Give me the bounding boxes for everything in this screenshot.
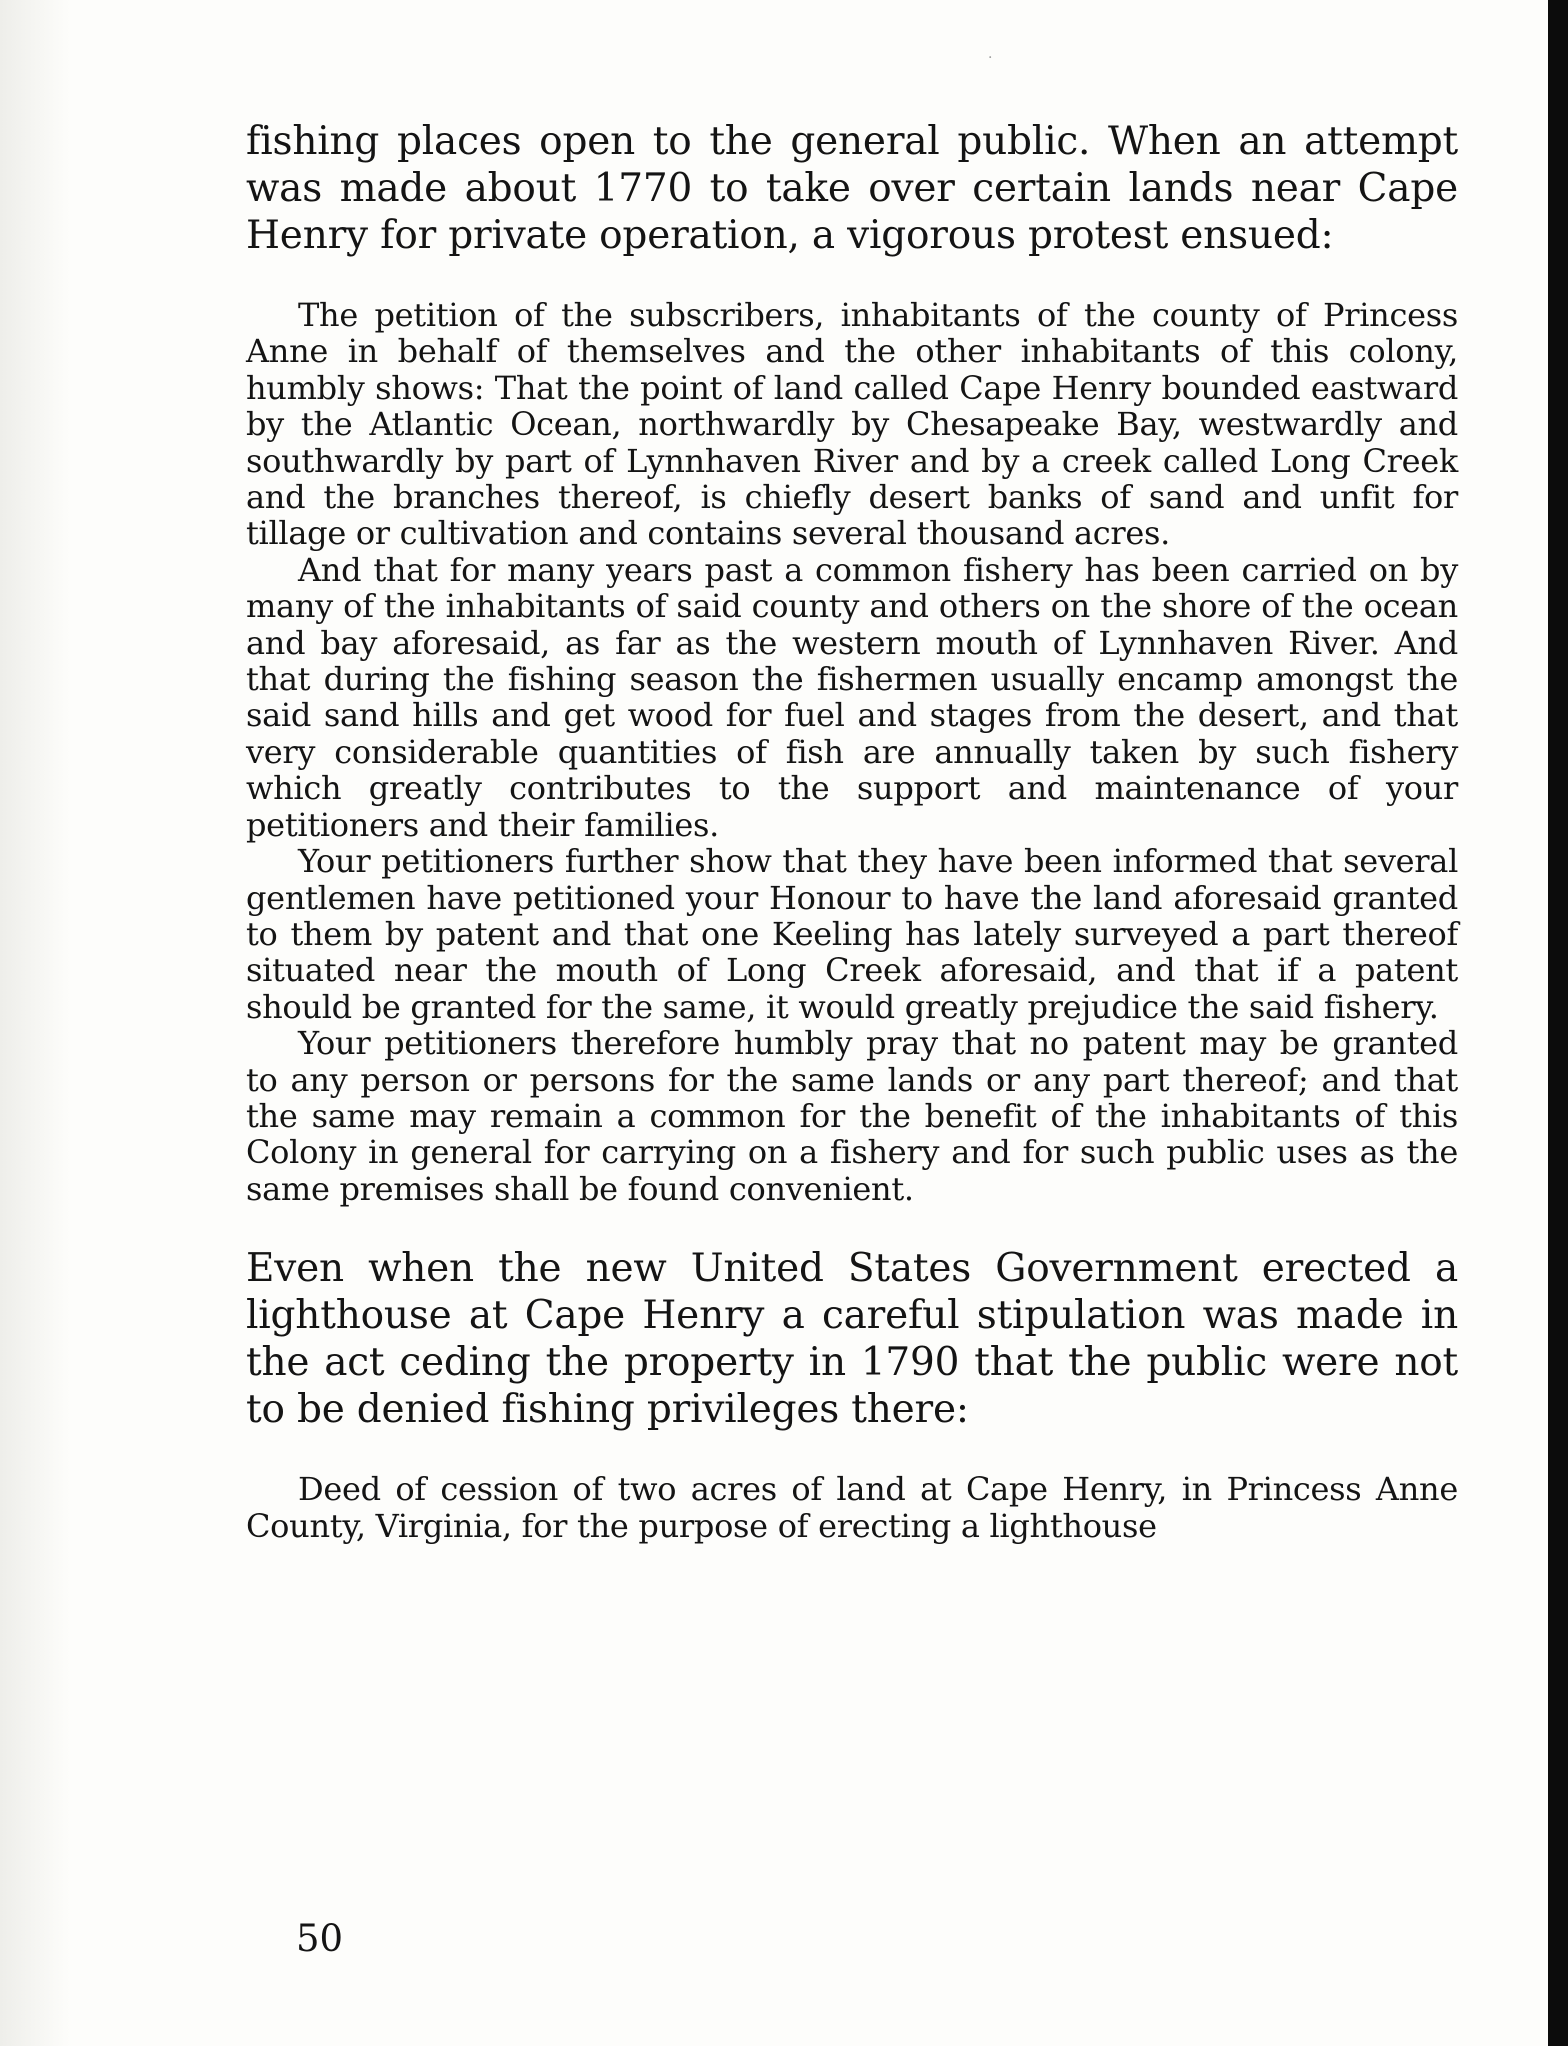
body-text [246,118,1458,1544]
page-speck: · [988,50,993,66]
petition-paragraph-2: And that for many years past a common fishery has been carried on by many of the inhabitants of said county and others on the shore of the ocean and bay aforesaid, as far as the western mouth of Lynnhaven River. And that during the fishing season the fishermen usually encamp amongst the said sand hills and get wood for fuel and stages from the desert, and that very considerable quantities of fish are annually taken by such fishery which greatly contributes to the support and maintenance of your petitioners and their families. [246,550,1458,844]
paragraph-lighthouse: Even when the new United States Government erected a lighthouse at Cape Henry a careful stipulation was made in the act ceding the property in 1790 that the public were not to be denied fishing privileges there: [246,1246,1458,1433]
page-edge-shadow [1548,0,1568,2046]
petition-paragraph-1: The petition of the subscribers, inhabitants of the county of Princess Anne in behalf of themselves and the other inhabitants of this colony, humbly shows: That the point of land called Cape Henry bounded eastward by the Atlantic Ocean, northwardly by Chesapeake Bay, westwardly and southwardly by part of Lynnhaven River and by a creek called Long Creek and the branches thereof, is chiefly desert banks of sand and unfit for tillage or cultivation and contains several thousand acres. [246,296,1458,553]
page-number: 50 [296,1917,344,1960]
petition-paragraph-3: Your petitioners further show that they have been informed that several gentlemen have petitioned your Honour to have the land aforesaid granted to them by patent and that one Keeling has lately surveyed a part thereof situated near the mouth of Long Creek aforesaid, and that if a patent should be granted for the same, it would greatly prejudice the said fishery. [246,842,1458,1026]
petition-paragraph-4: Your petitioners therefore humbly pray that no patent may be granted to any person or persons for the same lands or any part thereof; and that the same may remain a common for the benefit of the inhabitants of this Colony in general for carrying on a fishery and for such public uses as the same premises shall be found convenient. [246,1024,1458,1208]
deed-quote: Deed of cession of two acres of land at Cape Henry, in Princess Anne County, Virginia, for the purpose of erecting a lighthouse [246,1470,1458,1545]
paragraph-intro: fishing places open to the general public. When an attempt was made about 1770 to take over certain lands near Cape Henry for private operation, a vigorous protest ensued: [246,119,1458,258]
